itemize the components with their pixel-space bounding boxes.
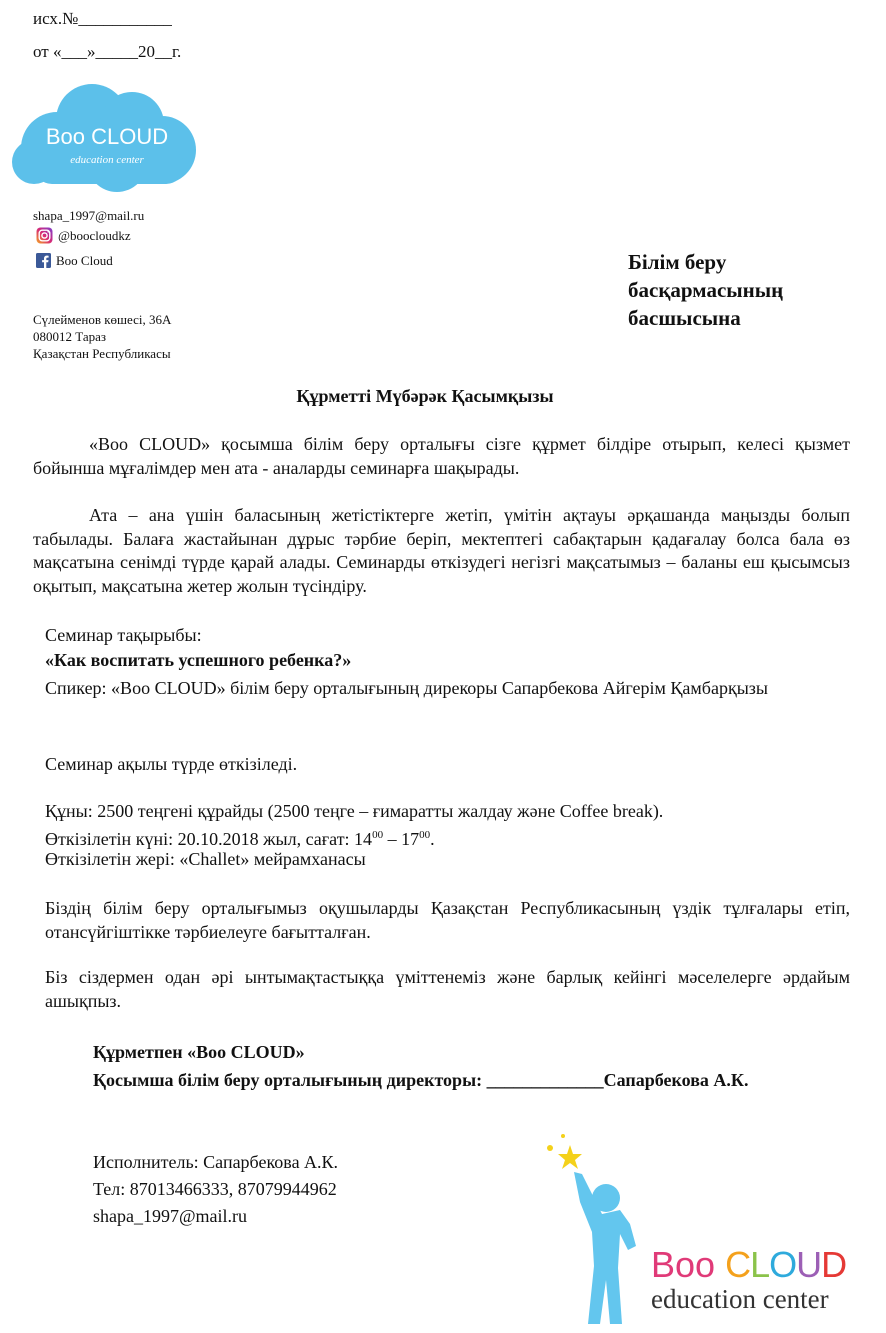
addressee-block xyxy=(628,248,783,332)
date-line: от «___»_____20__г. xyxy=(33,42,182,61)
logo-title: Boo CLOUD xyxy=(45,124,169,149)
address-country: Қазақстан Республикасы xyxy=(33,346,171,361)
executor-block xyxy=(93,1149,338,1230)
footer-brand xyxy=(651,1245,846,1285)
executor-name: Исполнитель: Сапарбекова А.К. xyxy=(93,1152,339,1172)
venue-line: Өткізілетін жері: «Challet» мейрамханасы xyxy=(45,849,366,869)
child-silhouette-icon xyxy=(530,1128,670,1328)
footer-brand-cloud: CLOUD xyxy=(725,1244,847,1285)
signature-regards: Құрметпен «Boo CLOUD» xyxy=(93,1042,305,1062)
addressee-line2: басқармасының xyxy=(628,278,784,302)
price-line: Құны: 2500 теңгені құрайды (2500 теңге – ғимаратты жалдау және Coffee break). xyxy=(45,801,664,821)
addressee-line3: басшысына xyxy=(628,306,741,330)
instagram-handle: @boocloudkz xyxy=(58,228,131,243)
sender-address xyxy=(33,311,171,362)
facebook-contact xyxy=(36,252,113,269)
executor-phone: Тел: 87013466333, 87079944962 xyxy=(93,1179,337,1199)
child-star-illustration xyxy=(530,1128,670,1328)
goal-paragraph: Ата – ана үшін баласының жетістіктерге жетіп, үмітін ақтауы әрқашанда маңызды болып табылады. Балаға жастайынан дұрыс тәрбие беріп, мектептегі сабақтарын қадағалау болса бала өз мақсатына сенімді түрде қарай алады. Семинарды өткізудегі негізгі мақсатымыз – баланы еш қысымсыз оқытып, мақсатына жетер жолын түсіндіру. xyxy=(33,505,850,596)
mission-paragraph: Біздің білім беру орталығымыз оқушыларды Қазақстан Республикасының үздік тұлғалары етіп, отансүйгіштікке тәрбиелеуге бағытталған. xyxy=(45,898,850,942)
logo-subtitle: education center xyxy=(70,154,144,166)
facebook-name: Boo Cloud xyxy=(56,253,113,268)
cloud-icon xyxy=(12,78,202,196)
topic-title: «Как воспитать успешного ребенка?» xyxy=(45,650,352,670)
address-city: 080012 Тараз xyxy=(33,329,107,344)
signature-blank: _____________ xyxy=(486,1070,604,1090)
intro-paragraph: «Boo CLOUD» қосымша білім беру орталығы сізге құрмет білдіре отырып, келесі қызмет бойынша мұғалімдер мен ата - аналарды семинарға шақырады. xyxy=(33,434,850,478)
footer-tagline: education center xyxy=(651,1284,829,1314)
outgoing-ref: исх.№___________ xyxy=(33,9,172,28)
footer-brand-boo: Boo xyxy=(651,1244,716,1285)
topic-label: Семинар тақырыбы: xyxy=(45,625,202,645)
director-name: Сапарбекова А.К. xyxy=(603,1070,749,1090)
boo-cloud-logo xyxy=(12,78,202,196)
executor-email: shapa_1997@mail.ru xyxy=(93,1206,248,1226)
date-time-line: Өткізілетін күні: 20.10.2018 жыл, сағат: $14^{00} - 17^{00}$. xyxy=(45,829,435,849)
paid-note: Семинар ақылы түрде өткізіледі. xyxy=(45,754,298,774)
addressee-line1: Білім беру xyxy=(628,250,727,274)
sender-email: shapa_1997@mail.ru xyxy=(33,208,145,223)
speaker-line: Спикер: «Boo CLOUD» білім беру орталығының дирекоры Сапарбекова Айгерім Қамбарқызы xyxy=(45,678,768,698)
closing-paragraph: Біз сіздермен одан әрі ынтымақтастыққа үміттенеміз және барлық кейінгі мәселелерге әрдайым ашықпыз. xyxy=(45,967,850,1011)
facebook-icon xyxy=(36,253,51,268)
director-label: Қосымша білім беру орталығының директоры: xyxy=(93,1070,483,1090)
salutation: Құрметті Мүбәрәк Қасымқызы xyxy=(296,386,554,406)
address-street: Сүлейменов көшесі, 36А xyxy=(33,312,172,327)
signature-director-line xyxy=(93,1066,748,1094)
instagram-contact xyxy=(36,227,131,244)
instagram-icon xyxy=(36,227,53,244)
